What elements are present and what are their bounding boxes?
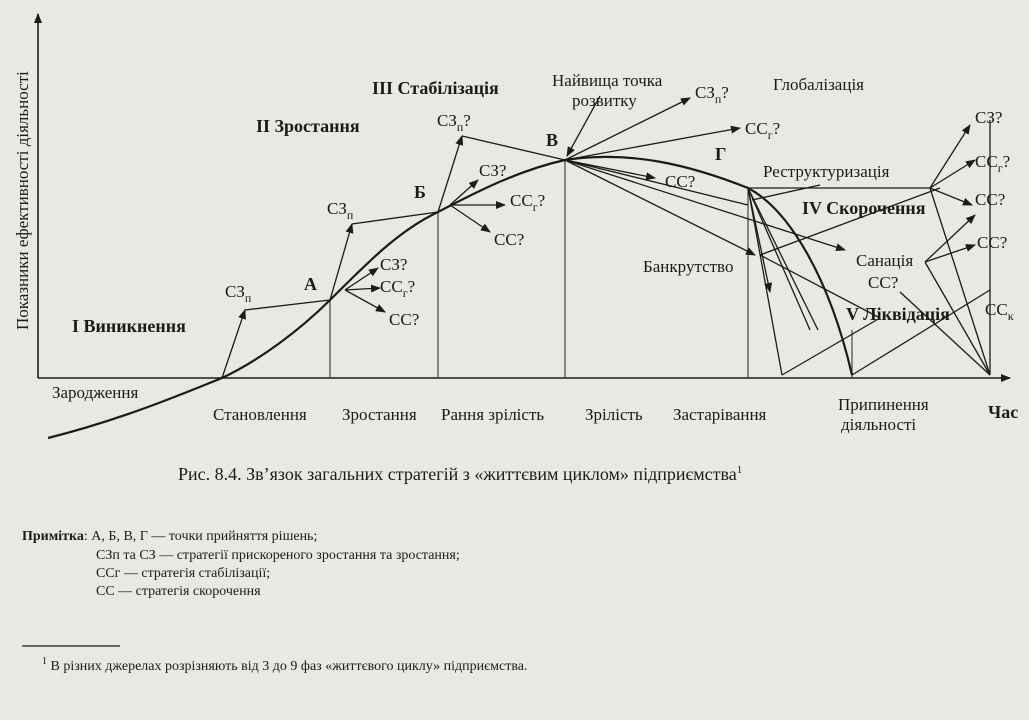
point-label: Г [715,144,727,164]
y-axis-label: Показники ефективності діяльності [13,71,32,330]
point-label: А [304,274,317,294]
note-line: СС — стратегія скорочення [96,584,261,599]
strategy-label: $СЗ_п$ [327,199,354,222]
strategy-arrow [925,245,975,262]
figure-caption: Рис. 8.4. Зв’язок загальних стратегій з «життєвим циклом» підприємства$^1$ [178,464,743,484]
stage-label: Зародження [52,383,139,402]
phase-label: IV Скорочення [802,198,926,218]
x-axis-label: Час [988,402,1019,422]
strategy-arrow [450,205,490,232]
strategy-label: $СС_г$? [510,191,546,214]
strategy-label: СС? [494,230,525,249]
strategy-label: $СС_к$ [985,300,1014,323]
strategy-arrow [930,188,972,205]
highest-point-label: Найвища точка [552,71,663,90]
stage-label: Становлення [213,405,307,424]
strategy-arrow [345,288,380,290]
bankruptcy-label: Банкрутство [643,257,734,276]
stage-label: діяльності [841,415,917,434]
strategy-label: СЗ? [479,161,507,180]
strategy-arrow [450,180,478,205]
strategy-label: $СЗ_п$ [225,282,252,305]
point-label: В [546,130,559,150]
strategy-label: $СС_г$? [975,152,1011,175]
strategy-label: СС? [389,310,420,329]
footnote: $^1$ В різних джерелах розрізняють від 3 до 9 фаз «життєвого циклу» підприємства. [42,656,528,674]
globalization-label: Глобалізація [773,75,864,94]
strategy-arrow [565,160,748,205]
note-line: ССг — стратегія стабілізації; [96,566,271,581]
note-line: Примітка: А, Б, В, Г — точки прийняття рішень; [22,529,318,544]
highest-point-label: розвитку [572,91,637,110]
strategy-label: $СС_г$? [745,119,781,142]
phase-label: V Ліквідація [846,304,950,324]
strategy-arrow [565,160,755,255]
phase-label: I Виникнення [72,316,186,336]
strategy-label: $СС_г$? [380,277,416,300]
strategy-arrow [930,160,975,188]
phase-label: II Зростання [256,116,360,136]
stage-label: Припинення [838,395,929,414]
note-line: СЗп та СЗ — стратегії прискореного зростання та зростання; [96,548,460,563]
sanation-label: Санація [856,251,914,270]
restructuring-label: Реструктуризація [763,162,890,181]
stage-label: Зростання [342,405,417,424]
strategy-label: $СЗ_п$? [695,83,729,106]
strategy-label: СС? [868,273,899,292]
strategy-line [748,188,810,330]
strategy-label: $СЗ_п$? [437,111,471,134]
strategy-label: СС? [977,233,1008,252]
strategy-arrow [345,290,385,312]
strategy-label: СС? [665,172,696,191]
strategy-arrow [565,128,740,160]
strategy-line [852,290,990,375]
stage-label: Застарівання [673,405,767,424]
stage-label: Рання зрілість [441,405,545,424]
lifecycle-curve [48,157,852,438]
stage-label: Зрілість [585,405,643,424]
point-label: Б [414,182,426,202]
phase-label: III Стабілізація [372,78,499,98]
strategy-arrow [925,215,975,262]
strategy-label: СС? [975,190,1006,209]
strategy-line [245,300,330,310]
strategy-line [748,188,782,375]
strategy-label: СЗ? [380,255,408,274]
strategy-label: СЗ? [975,108,1003,127]
strategy-arrow [930,125,970,188]
